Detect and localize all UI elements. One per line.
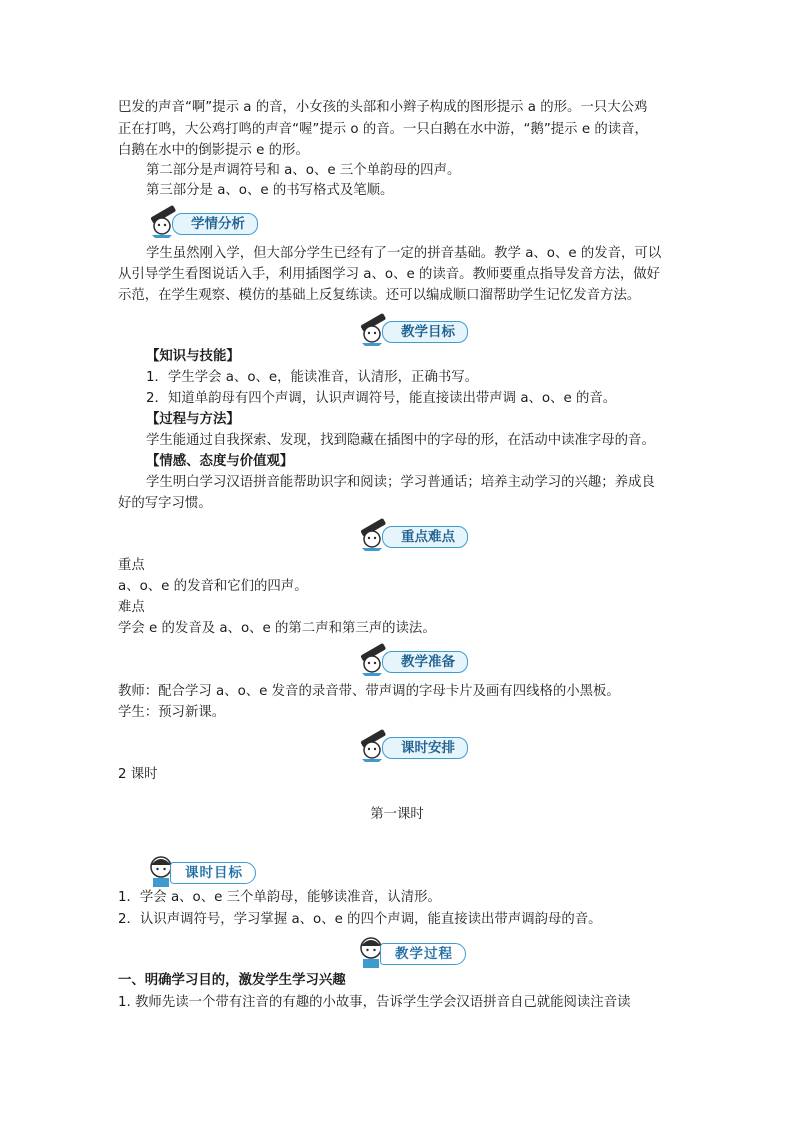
list-item: 1．学生学会 a、o、e，能读准音，认清形，正确书写。 [146,370,479,385]
text-line: 学会 e 的发音及 a、o、e 的第二声和第三声的读法。 [118,621,436,636]
sub-heading: 一、明确学习目的，激发学生学习兴趣 [118,973,346,988]
list-item: 2．认识声调符号，学习掌握 a、o、e 的四个声调，能直接读出带声调韵母的音。 [118,912,602,927]
text-line: 示范，在学生观察、模仿的基础上反复练读。还可以编成顺口溜帮助学生记忆发音方法。 [118,288,641,303]
section-title: 教学准备 [382,651,468,673]
text-line: 第二部分是声调符号和 a、o、e 三个单韵母的四声。 [146,163,461,178]
section-title: 学情分析 [172,213,258,235]
sub-heading: 重点 [118,558,145,573]
section-badge-anpai [356,729,496,763]
sub-heading: 难点 [118,600,145,615]
text-line: a、o、e 的发音和它们的四声。 [118,579,308,594]
text-line: 教师：配合学习 a、o、e 发音的录音带、带声调的字母卡片及画有四线格的小黑板。 [118,684,620,699]
section-badge-mubiao [356,313,496,347]
text-line: 好的写字习惯。 [118,496,212,511]
section-title: 课时目标 [170,862,256,884]
text-line: 1. 教师先读一个带有注音的有趣的小故事，告诉学生学会汉语拼音自己就能阅读注音读 [118,995,631,1010]
text-line: 正在打鸣，大公鸡打鸣的声音“喔”提示 o 的音。一只白鹅在水中游，“鹅”提示 e 的读音， [118,122,648,137]
text-line: 学生虽然刚入学，但大部分学生已经有了一定的拼音基础。教学 a、o、e 的发音，可以 [146,246,662,261]
section-badge-xueqing [146,205,286,239]
lesson-title: 第一课时 [370,807,424,822]
list-item: 2．知道单韵母有四个声调，认识声调符号，能直接读出带声调 a、o、e 的音。 [146,391,617,406]
section-title: 重点难点 [382,526,468,548]
text-line: 学生：预习新课。 [118,705,226,720]
section-badge-zhongdian [356,518,496,552]
section-title: 教学目标 [382,321,468,343]
text-line: 白鹅在水中的倒影提示 e 的形。 [118,143,309,158]
section-badge-zhunbei [356,643,496,677]
text-line: 从引导学生看图说话入手，利用插图学习 a、o、e 的读音。教师要重点指导发音方法，做好 [118,267,660,282]
section-title: 课时安排 [382,737,468,759]
section-title: 教学过程 [380,943,466,965]
sub-heading: 【情感、态度与价值观】 [146,454,294,469]
section-badge-process [356,935,496,969]
list-item: 1．学会 a、o、e 三个单韵母，能够读准音，认清形。 [118,890,441,905]
section-badge-lesson-goal [146,854,286,888]
text-line: 2 课时 [118,767,158,782]
text-line: 学生明白学习汉语拼音能帮助识字和阅读；学习普通话；培养主动学习的兴趣；养成良 [146,475,655,490]
sub-heading: 【知识与技能】 [146,349,240,364]
sub-heading: 【过程与方法】 [146,412,240,427]
text-line: 第三部分是 a、o、e 的书写格式及笔顺。 [146,183,394,198]
text-line: 学生能通过自我探索、发现，找到隐藏在插图中的字母的形，在活动中读准字母的音。 [146,433,655,448]
text-line: 巴发的声音“啊”提示 a 的音，小女孩的头部和小辫子构成的图形提示 a 的形。一只大公鸡 [118,100,648,115]
